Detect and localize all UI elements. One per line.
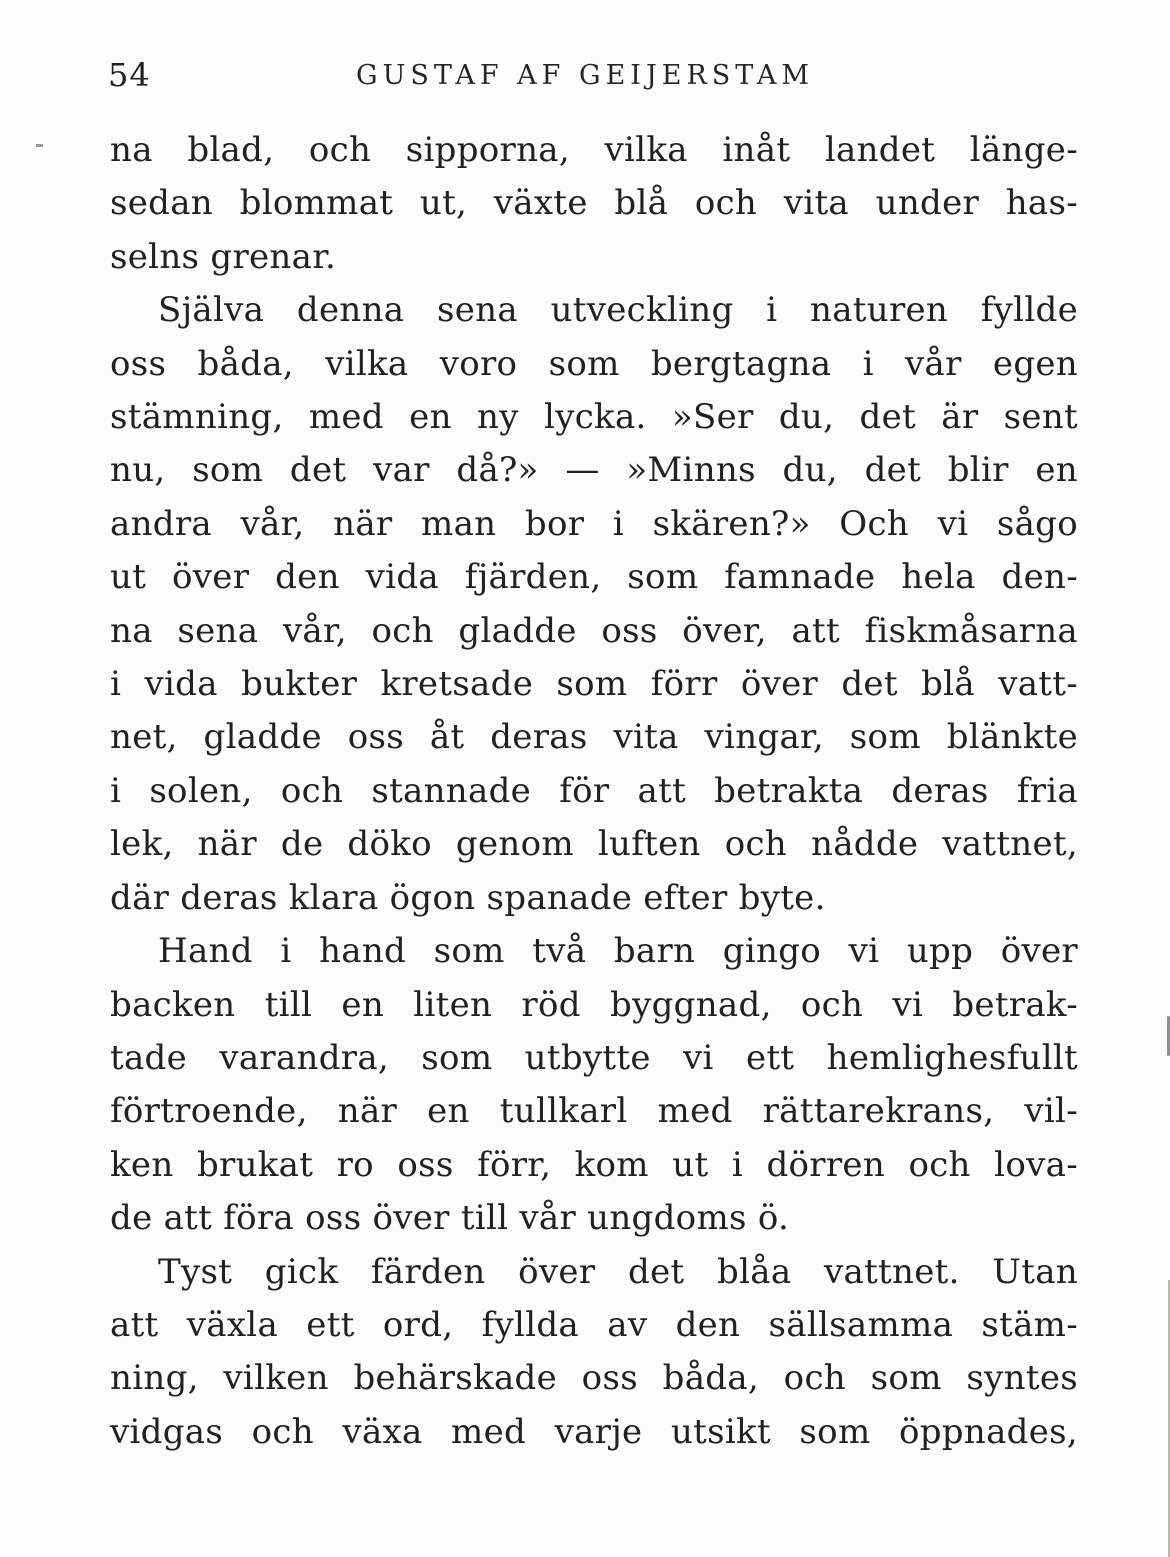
text-line: selns grenar. <box>110 236 337 277</box>
page-number: 54 <box>108 56 151 94</box>
text-line: stämning, med en ny lycka. »Ser du, det är sent <box>110 397 1078 438</box>
text-line: ken brukat ro oss förr, kom ut i dörren och lova- <box>110 1144 1078 1185</box>
text-line: tade varandra, som utbytte vi ett hemlighesfullt <box>110 1037 1078 1078</box>
text-line: na blad, och sipporna, vilka inåt landet länge- <box>110 130 1078 170</box>
text-line: backen till en liten röd byggnad, och vi betrak- <box>110 984 1078 1025</box>
running-title: GUSTAF AF GEIJERSTAM <box>356 60 814 91</box>
text-block <box>110 124 1078 1459</box>
text-line: vidgas och växa med varje utsikt som öppnades, <box>110 1411 1078 1452</box>
text-line: förtroende, när en tullkarl med rättarekrans, vil- <box>110 1091 1078 1132</box>
text-line: sedan blommat ut, växte blå och vita under has- <box>110 183 1078 224</box>
text-line: i vida bukter kretsade som förr över det blå vatt- <box>110 664 1078 705</box>
text-line: net, gladde oss åt deras vita vingar, som blänkte <box>110 717 1078 758</box>
scan-artifact <box>36 144 43 147</box>
text-line: oss båda, vilka voro som bergtagna i vår egen <box>110 343 1078 384</box>
text-line: de att föra oss över till vår ungdoms ö. <box>110 1198 790 1239</box>
text-line: andra vår, när man bor i skären?» Och vi sågo <box>110 503 1078 544</box>
text-line: där deras klara ögon spanade efter byte. <box>110 877 826 918</box>
text-line: att växla ett ord, fyllda av den sällsamma stäm- <box>110 1304 1078 1345</box>
text-line: Tyst gick färden över det blåa vattnet. Utan <box>158 1251 1078 1292</box>
paragraph <box>110 1246 1078 1460</box>
text-line: Själva denna sena utveckling i naturen fyllde <box>158 290 1078 331</box>
text-line: na sena vår, och gladde oss över, att fiskmåsarna <box>110 610 1078 651</box>
text-line: ning, vilken behärskade oss båda, och som syntes <box>110 1358 1078 1399</box>
text-line: ut över den vida fjärden, som famnade hela den- <box>110 557 1078 598</box>
text-line: Hand i hand som två barn gingo vi upp över <box>158 931 1078 972</box>
page-header <box>0 52 1170 98</box>
text-line: nu, som det var då?» — »Minns du, det blir en <box>110 450 1078 491</box>
text-line: lek, när de döko genom luften och nådde vattnet, <box>110 824 1078 865</box>
paragraph <box>110 284 1078 925</box>
paragraph <box>110 124 1078 284</box>
paragraph <box>110 925 1078 1245</box>
text-line: i solen, och stannade för att betrakta deras fria <box>110 770 1078 811</box>
